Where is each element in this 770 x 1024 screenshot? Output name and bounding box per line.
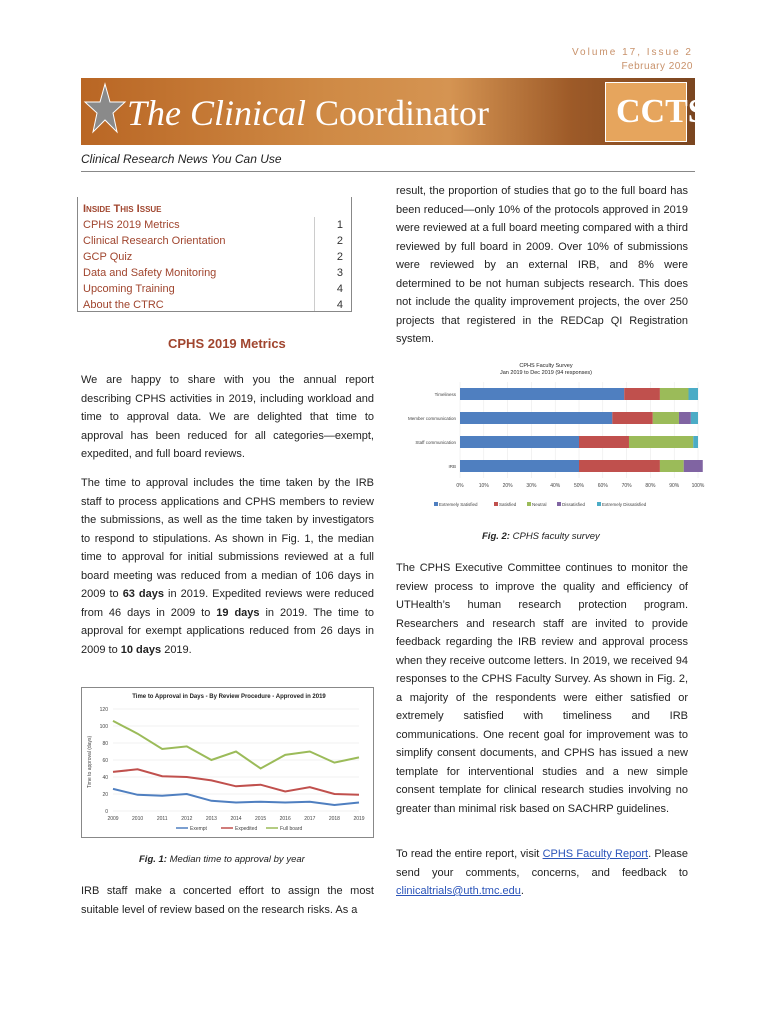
bar-segment — [460, 388, 624, 400]
bar-segment — [612, 412, 652, 424]
y-tick-label: 40 — [102, 775, 108, 781]
category-label: Timeliness — [434, 392, 456, 397]
toc-item[interactable]: About the CTRC 4 — [83, 299, 343, 311]
toc-item[interactable]: Upcoming Training 4 — [83, 283, 343, 295]
toc-item[interactable]: Clinical Research Orientation 2 — [83, 235, 343, 247]
legend-label: Extremely Dissatisfied — [602, 502, 647, 507]
star-icon — [85, 82, 125, 140]
paragraph-review-level: IRB staff make a concerted effort to assign the most suitable level of review based on the research risks. As a — [81, 885, 374, 916]
x-tick-label: 40% — [550, 483, 561, 489]
bar-segment — [579, 460, 660, 472]
ccts-logo — [605, 82, 707, 142]
toc-heading: Inside This Issue — [83, 203, 162, 215]
bar-segment — [629, 436, 693, 448]
legend-label: Extremely Satisfied — [439, 502, 478, 507]
y-tick-label: 120 — [99, 707, 108, 713]
y-tick-label: 100 — [99, 724, 108, 730]
bar-segment — [660, 460, 684, 472]
bar-segment — [691, 412, 698, 424]
y-tick-label: 0 — [105, 809, 108, 815]
issue-date: February 2020 — [621, 61, 693, 72]
masthead-banner — [81, 78, 707, 145]
chart-title: Time to Approval in Days - By Review Procedure - Approved in 2019 — [132, 694, 326, 700]
x-tick-label: 30% — [526, 483, 537, 489]
x-tick-label: 2012 — [181, 816, 193, 822]
y-tick-label: 60 — [102, 758, 108, 764]
article-title: CPHS 2019 Metrics — [168, 336, 286, 351]
fig2-caption: Fig. 2: CPHS faculty survey — [482, 531, 600, 542]
legend-swatch — [557, 502, 561, 506]
volume-label: Volume 17, Issue 2 — [571, 47, 693, 58]
bar-segment — [460, 436, 579, 448]
y-tick-label: 20 — [102, 792, 108, 798]
x-tick-label: 90% — [669, 483, 680, 489]
x-tick-label: 2011 — [156, 816, 168, 822]
paragraph-full-board: result, the proportion of studies that go to the full board has been reduced—only 10% of the protocols approved in 2019 were reviewed at a full board meeting compared with a third reviewed by full board in 2009. Over 10% of submissions were reviewed by an external IRB, and 8% were determined to be not human subjects research. This does not include the quality improvement projects, the over 250 projects that registered in the REDCap QI Registration system. — [396, 185, 688, 345]
issue-info — [572, 46, 693, 74]
x-tick-label: 2017 — [304, 816, 316, 822]
legend-label: Neutral — [532, 502, 547, 507]
legend-swatch — [597, 502, 601, 506]
paragraph-time-to-approval: The time to approval includes the time taken by the IRB staff to process applications and CPHS members to review the submissions, as well as the time taken by investigators to respond to stipulations. As shown in Fig. 1, the median time to approval for initial submissions reviewed at a full board meeting was reduced from a median of 106 days in 2009 to 63 days in 2019. Expedited reviews were reduced from 46 days in 2009 to 19 days in 2019. The time to approval for exempt applications reduced from 26 days in 2009 to 10 days 2019. — [81, 477, 374, 656]
toc-item[interactable]: CPHS 2019 Metrics 1 — [83, 219, 343, 231]
masthead-title: The Clinical Coordinator — [127, 93, 489, 133]
legend-label: Expedited — [235, 826, 258, 832]
x-tick-label: 10% — [478, 483, 489, 489]
x-tick-label: 20% — [502, 483, 513, 489]
email-link[interactable]: clinicaltrials@uth.tmc.edu — [396, 885, 521, 897]
x-tick-label: 2015 — [255, 816, 267, 822]
legend-swatch — [494, 502, 498, 506]
x-tick-label: 2018 — [328, 816, 340, 822]
legend-label: Dissatisfied — [562, 502, 586, 507]
x-tick-label: 2014 — [230, 816, 242, 822]
legend-swatch — [527, 502, 531, 506]
legend-label: Satisfied — [499, 502, 517, 507]
bar-segment — [653, 412, 679, 424]
chart-title: CPHS Faculty Survey — [519, 363, 573, 369]
bar-segment — [679, 412, 691, 424]
bar-segment — [688, 388, 698, 400]
chart-subtitle: Jan 2019 to Dec 2019 (94 responses) — [499, 370, 593, 376]
x-tick-label: 2019 — [353, 816, 365, 822]
paragraph-contact: To read the entire report, visit CPHS Faculty Report. Please send your comments, concerns, and feedback to clinicaltrials@uth.tmc.edu. — [396, 848, 688, 897]
bar-segment — [460, 412, 612, 424]
category-label: IRB — [448, 464, 456, 469]
bar-segment — [579, 436, 629, 448]
y-axis-label: Time to approval (days) — [87, 735, 93, 789]
fig1-line-chart — [81, 687, 374, 838]
fig1-caption: Fig. 1: Median time to approval by year — [139, 854, 305, 865]
category-label: Member communication — [407, 416, 456, 421]
x-tick-label: 100% — [691, 483, 705, 489]
cphs-faculty-report-link[interactable]: CPHS Faculty Report — [542, 848, 649, 860]
bar-segment — [660, 388, 689, 400]
inside-this-issue-box — [77, 197, 352, 312]
bar-segment — [624, 388, 660, 400]
header-divider — [81, 171, 695, 172]
bar-segment — [684, 460, 703, 472]
tagline: Clinical Research News You Can Use — [81, 152, 282, 166]
fig2-bar-chart — [396, 356, 708, 514]
x-tick-label: 70% — [621, 483, 632, 489]
x-tick-label: 2010 — [132, 816, 144, 822]
legend-label: Exempt — [190, 826, 207, 832]
x-tick-label: 0% — [456, 483, 464, 489]
bar-segment — [460, 460, 579, 472]
logo-text: CCTS — [616, 93, 707, 130]
category-label: Staff communication — [415, 440, 456, 445]
bar-segment — [693, 436, 698, 448]
x-tick-label: 80% — [645, 483, 656, 489]
x-tick-label: 50% — [573, 483, 585, 489]
legend-swatch — [434, 502, 438, 506]
y-tick-label: 80 — [102, 741, 108, 747]
x-tick-label: 2013 — [205, 816, 217, 822]
x-tick-label: 2016 — [279, 816, 291, 822]
paragraph-survey: The CPHS Executive Committee continues to monitor the review process to improve the quality and efficiency of UTHealth’s human research protection program. Researchers and research staff are invited to provide feedback regarding the IRB review and approval process when they receive outcome letters. In 2019, we received 94 responses to the CPHS Faculty Survey. As shown in Fig. 2, a majority of the respondents were either satisfied or extremely satisfied with timeliness and IRB communications. One recent goal for improvement was to simplify consent documents, and CPHS has issued a new template for interventional studies and a new simple consent template for clinical research studies involving no greater than minimal risk based on SACHRP guidelines. — [396, 562, 688, 815]
toc-item[interactable]: GCP Quiz 2 — [83, 251, 343, 263]
x-tick-label: 60% — [597, 483, 608, 489]
toc-item[interactable]: Data and Safety Monitoring 3 — [83, 267, 343, 279]
paragraph-intro: We are happy to share with you the annual report describing CPHS activities in 2019, including workload and time to approval data. We are delighted that time to approval has been reduced for all categories—exempt, expedited, and full board reviews. — [81, 374, 374, 460]
legend-label: Full board — [280, 826, 303, 832]
x-tick-label: 2009 — [107, 816, 119, 822]
